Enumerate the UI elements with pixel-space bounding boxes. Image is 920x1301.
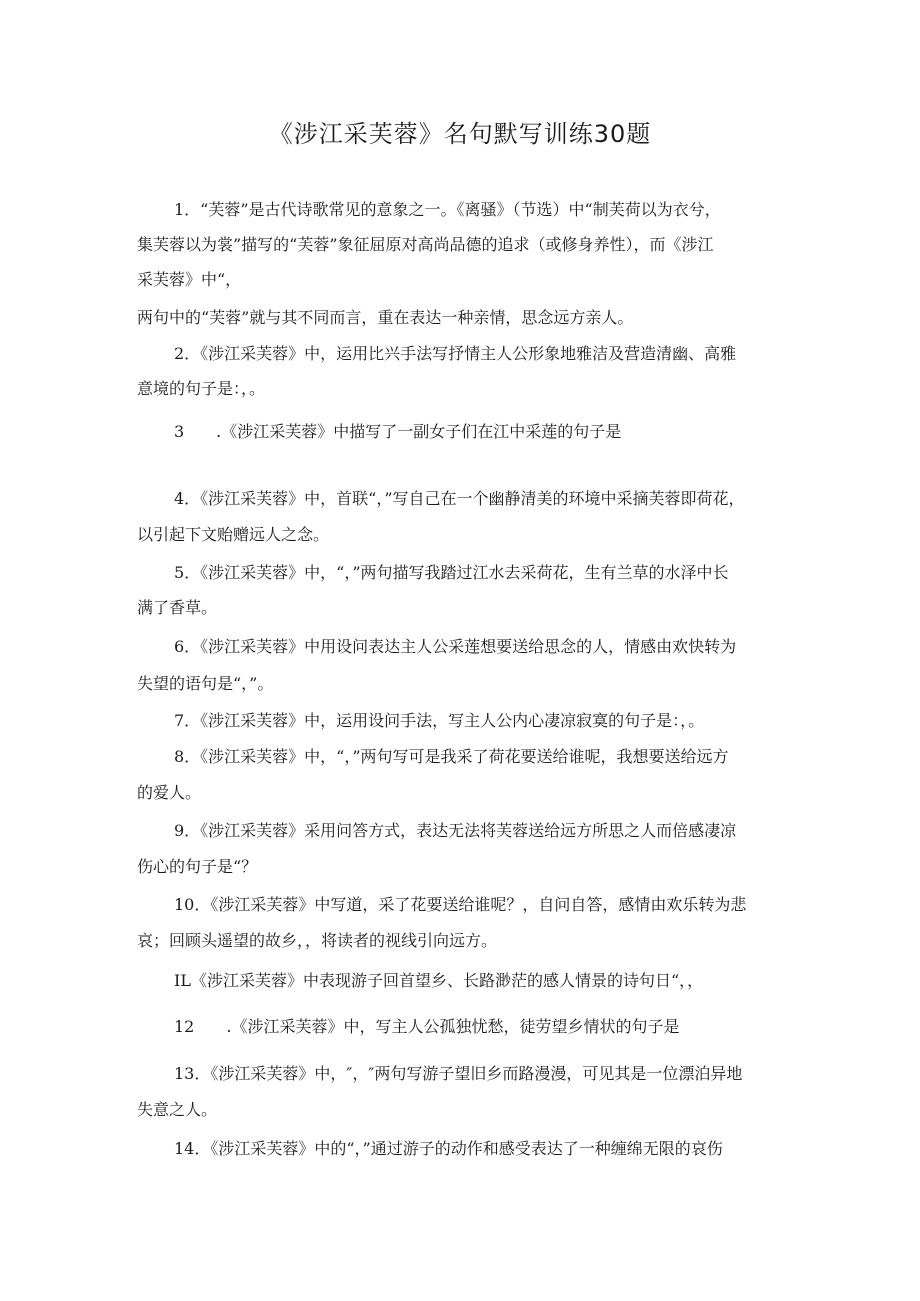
line-2a: 2．《涉江采芙蓉》中，运用比兴手法写抒情主人公形象地雅洁及营造清幽、高雅 (174, 344, 737, 363)
line-9b: 伤心的句子是“？ (137, 857, 258, 876)
line-4b: 以引起下文贻赠远人之念。 (137, 525, 330, 544)
line-1b: 集芙蓉以为裳”描写的“芙蓉”象征屈原对高尚品德的追求（或修身养性），而《涉江 (137, 235, 714, 254)
line-10b: 哀；回顾头遥望的故乡，，将读者的视线引向远方。 (137, 931, 498, 950)
line-1d: 两句中的“芙蓉”就与其不同而言，重在表达一种亲情，思念远方亲人。 (137, 308, 634, 327)
line-10a: 10．《涉江采芙蓉》中写道，采了花要送给谁呢？，自问自答，感情由欢乐转为悲 (174, 895, 747, 914)
line-14: 14．《涉江采芙蓉》中的“，”通过游子的动作和感受表达了一种缠绵无限的哀伤 (174, 1139, 723, 1158)
line-1c: 采芙蓉》中“， (137, 270, 242, 289)
page-title: 《涉江采芙蓉》名句默写训练30题 (268, 120, 652, 148)
line-1a: 1．“芙蓉”是古代诗歌常见的意象之一。《离骚》（节选）中“制芙荷以为衣兮， (174, 200, 721, 219)
line-9a: 9．《涉江采芙蓉》采用问答方式，表达无法将芙蓉送给远方所思之人而倍感凄凉 (174, 821, 737, 840)
line-4a: 4．《涉江采芙蓉》中，首联“，”写自己在一个幽静清美的环境中采摘芙蓉即荷花， (174, 489, 745, 508)
line-8b: 的爱人。 (137, 783, 202, 802)
line-5a: 5．《涉江采芙蓉》中，“，”两句描写我踏过江水去采荷花，生有兰草的水泽中长 (174, 563, 729, 582)
line-13a: 13．《涉江采芙蓉》中，″，″两句写游子望旧乡而路漫漫，可见其是一位漂泊异地 (174, 1064, 743, 1083)
line-7: 7．《涉江采芙蓉》中，运用设问手法，写主人公内心凄凉寂寞的句子是：，。 (174, 711, 705, 730)
line-5b: 满了香草。 (137, 598, 218, 617)
line-13b: 失意之人。 (137, 1100, 218, 1119)
line-12: 12 .《涉江采芙蓉》中，写主人公孤独忧愁，徒劳望乡情状的句子是 (174, 1017, 680, 1036)
line-2b: 意境的句子是：，。 (137, 379, 266, 398)
line-11: IL《涉江采芙蓉》中表现游子回首望乡、长路渺茫的感人情景的诗句日“，， (174, 971, 704, 990)
line-6a: 6．《涉江采芙蓉》中用设问表达主人公采莲想要送给思念的人，情感由欢快转为 (174, 637, 737, 656)
line-6b: 失望的语句是“，”。 (137, 674, 274, 693)
line-8a: 8．《涉江采芙蓉》中，“，”两句写可是我采了荷花要送给谁呢，我想要送给远方 (174, 747, 729, 766)
line-3: 3 .《涉江采芙蓉》中描写了一副女子们在江中采莲的句子是 (174, 422, 622, 441)
